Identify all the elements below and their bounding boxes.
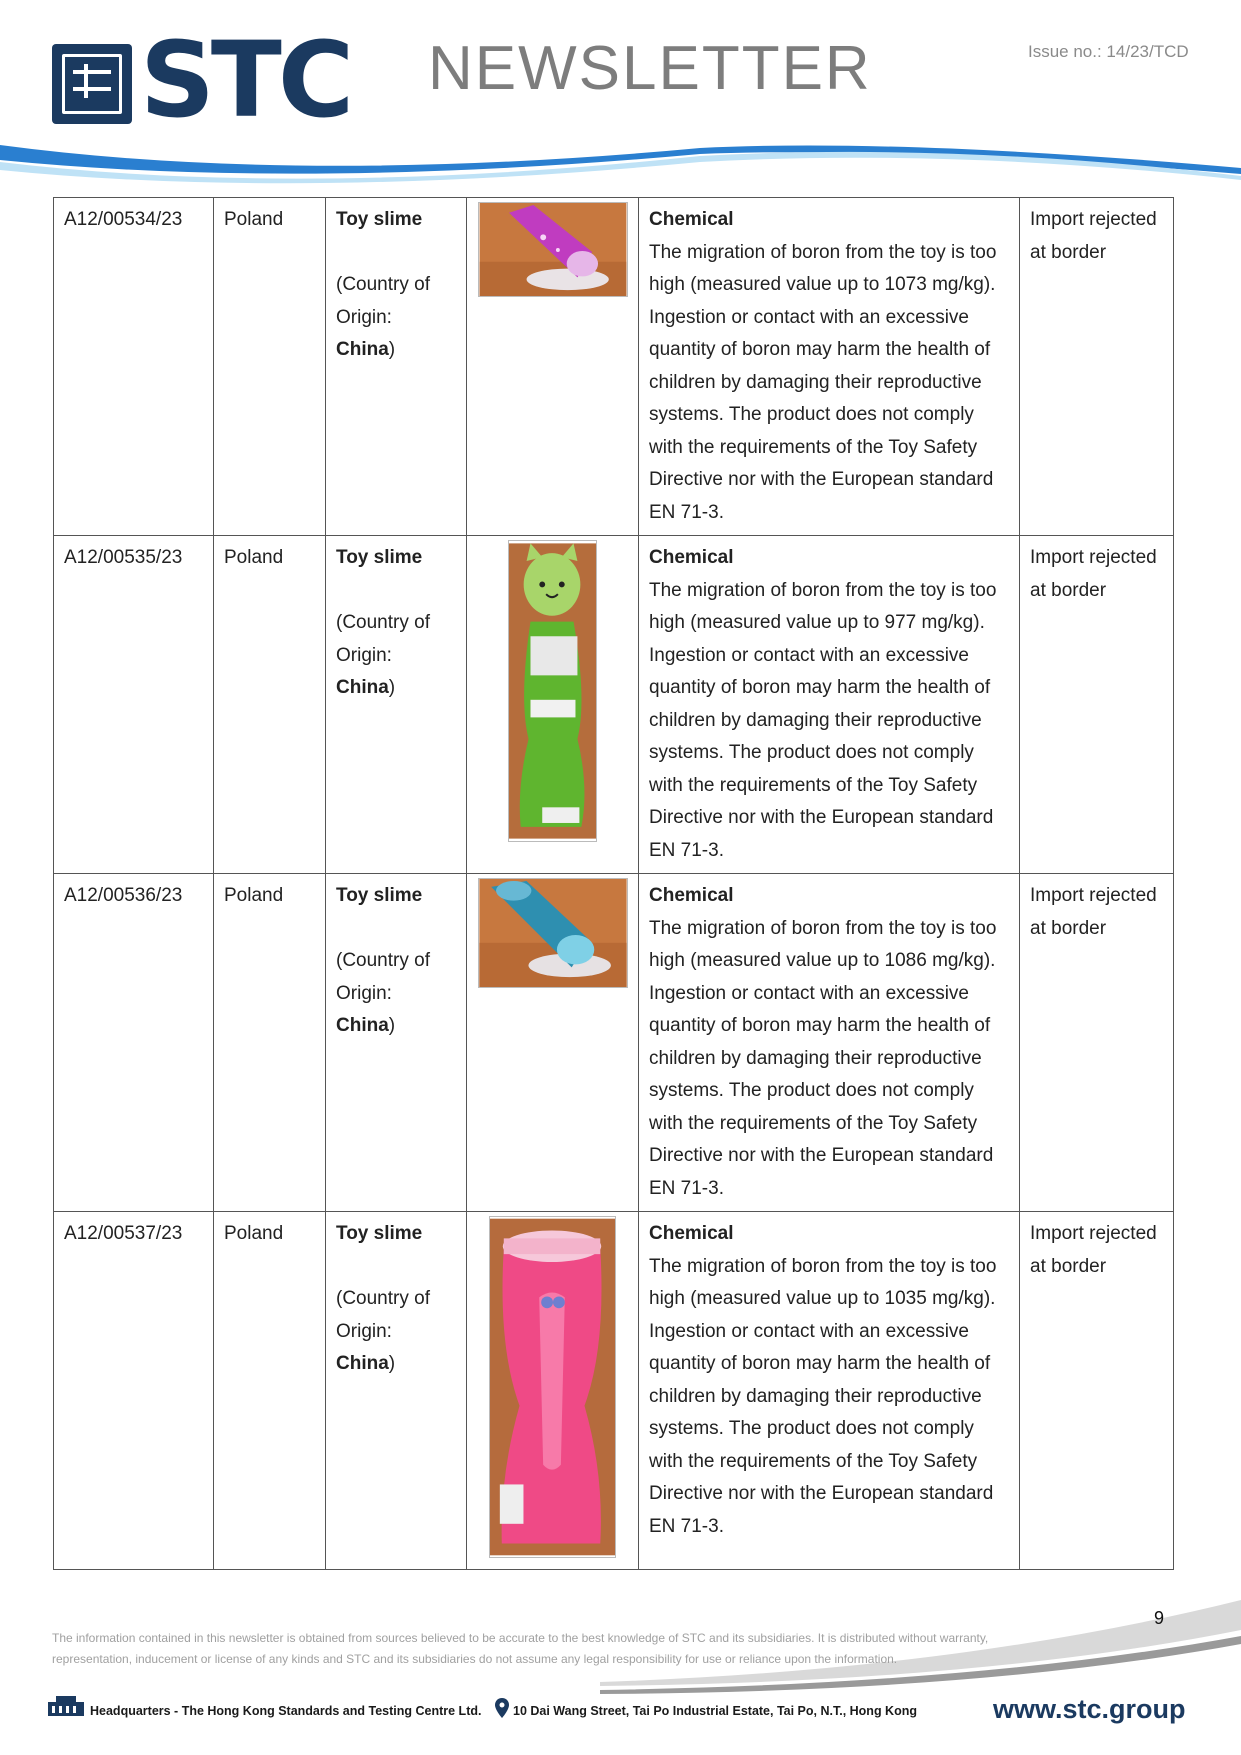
- alerts-table: [53, 197, 1174, 1570]
- origin-suffix: ): [388, 1015, 396, 1036]
- origin-country: China: [336, 1015, 389, 1036]
- origin-country: China: [336, 1353, 389, 1374]
- stc-logo-icon: [52, 44, 132, 124]
- risk-cell: [639, 198, 1020, 536]
- image-cell: [467, 1212, 639, 1570]
- risk-description: The migration of boron from the toy is too high (measured value up to 977 mg/kg). Ingestion or contact with an excessive quantity of boron may harm the health of children by damaging their reproductive systems. The product does not comply with the requirements of the Toy Safety Directive nor with the European standard EN 71-3.: [649, 579, 997, 861]
- risk-type: Chemical: [649, 1223, 734, 1244]
- newsletter-title: NEWSLETTER: [428, 34, 872, 103]
- country-cell: Poland: [214, 874, 326, 1212]
- country-cell: Poland: [214, 198, 326, 536]
- ref-cell: A12/00535/23: [54, 536, 214, 874]
- risk-cell: [639, 874, 1020, 1212]
- origin-prefix: (Country of: [336, 950, 430, 971]
- location-pin-icon: [495, 1698, 509, 1718]
- origin-label: Origin:: [336, 1320, 392, 1342]
- risk-cell: [639, 1212, 1020, 1570]
- risk-cell: [639, 536, 1020, 874]
- origin-country: China: [336, 339, 389, 360]
- table-row: [54, 1212, 1174, 1570]
- ref-cell: A12/00537/23: [54, 1212, 214, 1570]
- risk-description: The migration of boron from the toy is too high (measured value up to 1035 mg/kg). Ingestion or contact with an excessive quantity of boron may harm the health of children by damaging their reproductive systems. The product does not comply with the requirements of the Toy Safety Directive nor with the European standard EN 71-3.: [649, 1255, 997, 1537]
- product-name: Toy slime: [336, 885, 423, 906]
- blue-slime-tube-photo-icon: [478, 878, 628, 988]
- product-name: Toy slime: [336, 209, 423, 230]
- risk-type: Chemical: [649, 209, 734, 230]
- table-row: [54, 874, 1174, 1212]
- issue-number: Issue no.: 14/23/TCD: [1028, 42, 1189, 61]
- disclaimer-text: The information contained in this newsletter is obtained from sources believed to be accurate to the best knowledge of STC and its subsidiaries. It is distributed without warranty, representation, inducement or license of any kinds and STC and its subsidiaries do not assume any legal responsibility for use or reliance upon the information.: [52, 1631, 989, 1666]
- image-cell: [467, 536, 639, 874]
- origin-suffix: ): [388, 339, 396, 360]
- country-cell: Poland: [214, 536, 326, 874]
- page-number: 9: [1154, 1608, 1165, 1628]
- origin-label: Origin:: [336, 306, 392, 328]
- image-cell: [467, 198, 639, 536]
- product-cell: [326, 536, 467, 874]
- green-cat-slime-tube-photo-icon: [508, 540, 597, 842]
- product-cell: [326, 198, 467, 536]
- origin-prefix: (Country of: [336, 274, 430, 295]
- origin-prefix: (Country of: [336, 1288, 430, 1309]
- origin-prefix: (Country of: [336, 612, 430, 633]
- measure-cell: Import rejected at border: [1020, 198, 1174, 536]
- logo-text: STC: [140, 19, 351, 141]
- measure-cell: Import rejected at border: [1020, 1212, 1174, 1570]
- table-row: [54, 198, 1174, 536]
- pink-bottle-slime-photo-icon: [489, 1216, 616, 1558]
- risk-description: The migration of boron from the toy is too high (measured value up to 1073 mg/kg). Ingestion or contact with an excessive quantity of boron may harm the health of children by damaging their reproductive systems. The product does not comply with the requirements of the Toy Safety Directive nor with the European standard EN 71-3.: [649, 241, 997, 523]
- origin-label: Origin:: [336, 982, 392, 1004]
- risk-type: Chemical: [649, 885, 734, 906]
- origin-suffix: ): [388, 677, 396, 698]
- header-swoosh-icon: [0, 140, 1241, 200]
- building-icon: [48, 1694, 84, 1716]
- risk-type: Chemical: [649, 547, 734, 568]
- product-cell: [326, 1212, 467, 1570]
- country-cell: Poland: [214, 1212, 326, 1570]
- product-name: Toy slime: [336, 1223, 423, 1244]
- headquarters-text: Headquarters - The Hong Kong Standards and Testing Centre Ltd.: [90, 1704, 482, 1718]
- ref-cell: A12/00534/23: [54, 198, 214, 536]
- image-cell: [467, 874, 639, 1212]
- table-row: [54, 536, 1174, 874]
- origin-country: China: [336, 677, 389, 698]
- origin-label: Origin:: [336, 644, 392, 666]
- page-header: [0, 0, 1241, 200]
- measure-cell: Import rejected at border: [1020, 536, 1174, 874]
- risk-description: The migration of boron from the toy is too high (measured value up to 1086 mg/kg). Ingestion or contact with an excessive quantity of boron may harm the health of children by damaging their reproductive systems. The product does not comply with the requirements of the Toy Safety Directive nor with the European standard EN 71-3.: [649, 917, 997, 1199]
- ref-cell: A12/00536/23: [54, 874, 214, 1212]
- address-text: 10 Dai Wang Street, Tai Po Industrial Estate, Tai Po, N.T., Hong Kong: [513, 1704, 917, 1718]
- product-cell: [326, 874, 467, 1212]
- product-name: Toy slime: [336, 547, 423, 568]
- website-link[interactable]: www.stc.group: [993, 1694, 1186, 1724]
- pink-slime-tube-photo-icon: [478, 202, 628, 297]
- origin-suffix: ): [388, 1353, 396, 1374]
- measure-cell: Import rejected at border: [1020, 874, 1174, 1212]
